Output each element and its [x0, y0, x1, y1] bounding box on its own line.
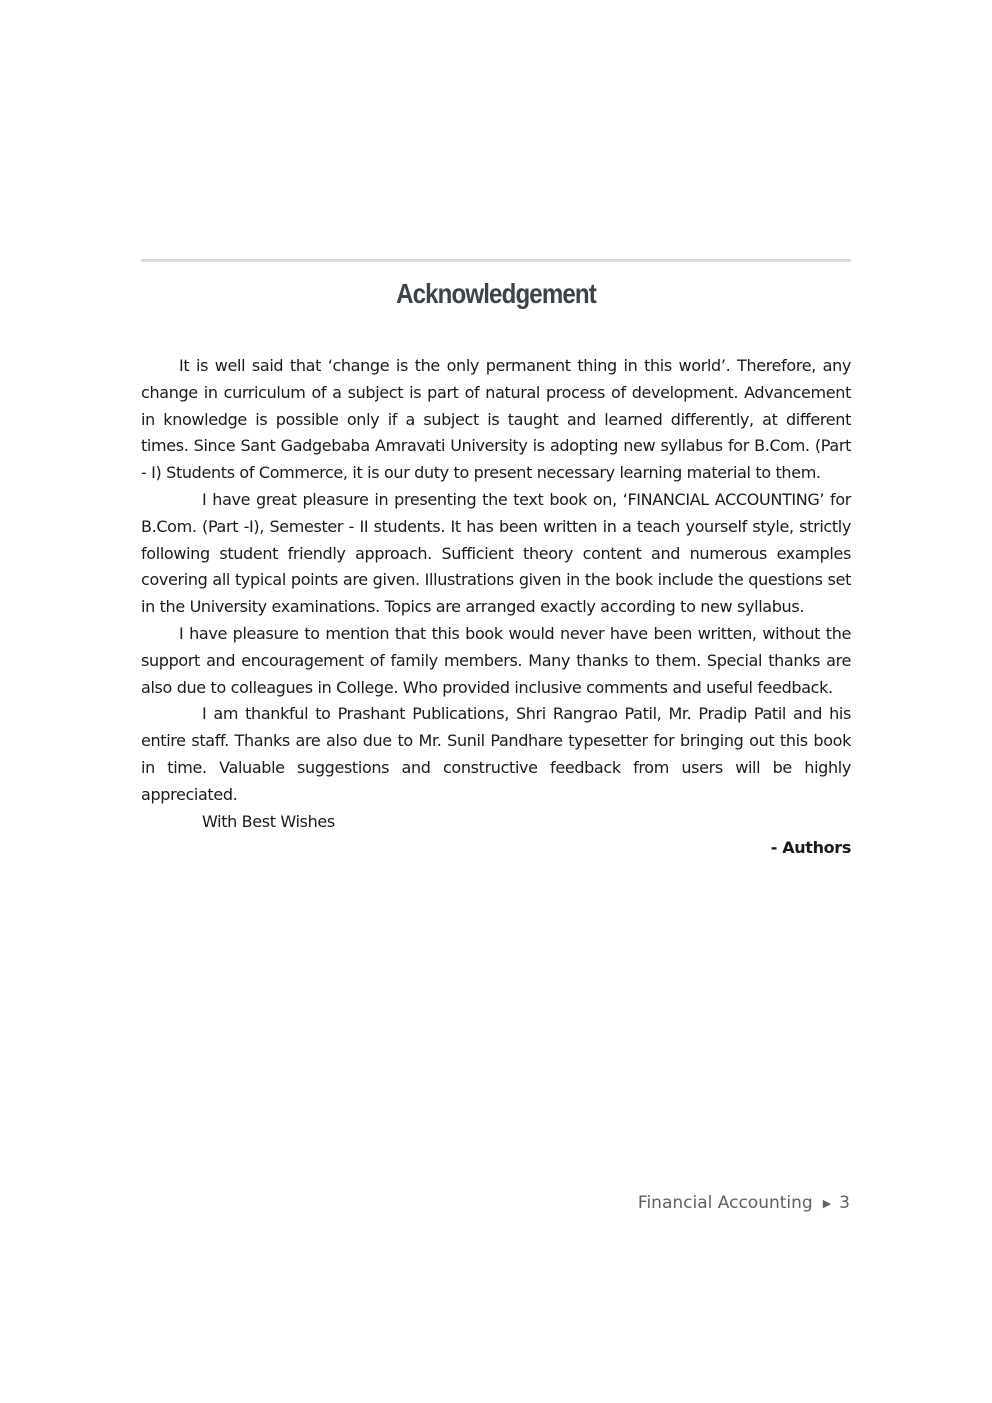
paragraph-1: It is well said that ‘change is the only permanent thing in this world’. Therefore, any change in curriculum of a subject is part of natural process of development. Advancement in knowledge is possible only if a subject is taught and learned differently, at different times. Since Sant Gadgebaba Amravati University is adopting new syllabus for B.Com. (Part - I) Students of Commerce, it is our duty to present necessary learning material to them.: [141, 356, 851, 483]
acknowledgement-body: [141, 353, 851, 862]
paragraph-4: I am thankful to Prashant Publications, Shri Rangrao Patil, Mr. Pradip Patil and his entire staff. Thanks are also due to Mr. Sunil Pandhare typesetter for bringing out this book in time. Valuable suggestions and constructive feedback from users will be highly appreciated.: [141, 704, 851, 804]
closing-line: With Best Wishes: [202, 811, 335, 831]
page-title: Acknowledgement: [396, 278, 596, 309]
signature: - Authors: [770, 838, 851, 858]
triangle-right-icon: ▶: [822, 1197, 832, 1210]
page-number: 3: [839, 1193, 850, 1213]
paragraph-2: I have great pleasure in presenting the text book on, ‘FINANCIAL ACCOUNTING’ for B.Com. (Part -I), Semester - II students. It has been written in a teach yourself style, strictly following student friendly approach. Sufficient theory content and numerous examples covering all typical points are given. Illustrations given in the book include the questions set in the University examinations. Topics are arranged exactly according to new syllabus.: [141, 489, 851, 617]
page-footer: [560, 1193, 850, 1213]
paragraph-3: I have pleasure to mention that this book would never have been written, without the support and encouragement of family members. Many thanks to them. Special thanks are also due to colleagues in College. Who provided inclusive comments and useful feedback.: [141, 623, 851, 697]
header-rule: [141, 259, 851, 262]
footer-book-title: Financial Accounting: [637, 1193, 813, 1213]
